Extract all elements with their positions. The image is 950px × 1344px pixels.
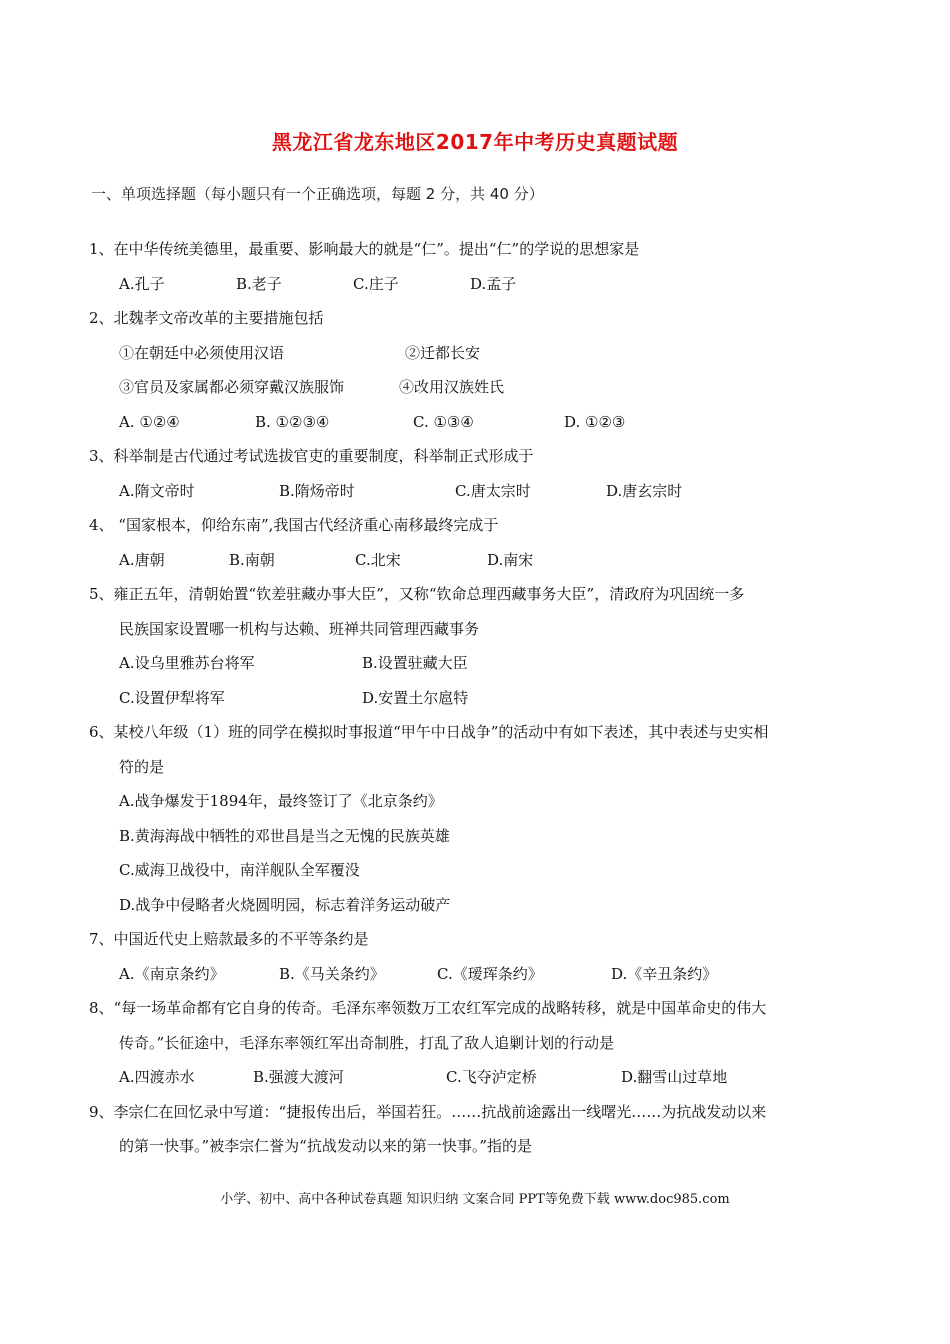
option-d: D.安置土尔扈特	[362, 688, 469, 707]
option-c: C.威海卫战役中，南洋舰队全军覆没	[119, 861, 360, 879]
option-c: C.设置伊犁将军	[119, 688, 225, 707]
question-2-stem: 2、北魏孝文帝改革的主要措施包括	[89, 309, 324, 327]
option-a: A.战争爆发于1894年，最终签订了《北京条约》	[119, 792, 443, 810]
option-d: D.南宋	[487, 550, 534, 569]
option-a: A.孔子	[119, 274, 165, 293]
option-a: A.唐朝	[119, 550, 165, 569]
option-d: D.唐玄宗时	[606, 481, 683, 500]
question-4-stem: 4、 “国家根本，仰给东南”,我国古代经济重心南移最终完成于	[89, 516, 499, 534]
question-7-options	[89, 957, 869, 992]
option-b: B.强渡大渡河	[253, 1068, 344, 1086]
option-b: B.隋炀帝时	[279, 481, 355, 500]
option-a: A.隋文帝时	[119, 481, 195, 500]
question-8-stem-cont: 传奇。”长征途中，毛泽东率领红军出奇制胜，打乱了敌人追剿计划的行动是	[119, 1033, 615, 1052]
option-d: D.《辛丑条约》	[611, 964, 718, 983]
question-2-items-1	[89, 336, 869, 371]
option-b: B.《马关条约》	[279, 964, 385, 983]
question-6-option-c	[89, 853, 869, 888]
option-c: C.北宋	[355, 550, 401, 569]
question-7-stem: 7、中国近代史上赔款最多的不平等条约是	[89, 930, 369, 948]
option-b: B. ①②③④	[255, 412, 330, 431]
page-title: 黑龙江省龙东地区2017年中考历史真题试题	[271, 130, 679, 154]
question-5-options-1	[89, 646, 869, 681]
item-3: ③官员及家属都必须穿戴汉族服饰	[119, 378, 345, 396]
question-6-option-a	[89, 784, 869, 819]
option-c: C.飞夺泸定桥	[446, 1068, 537, 1086]
option-c: C.庄子	[353, 274, 399, 293]
question-5-stem: 5、雍正五年，清朝始置“钦差驻藏办事大臣”，又称“钦命总理西藏事务大臣”，清政府为巩固统一多	[89, 585, 745, 603]
option-d: D.翻雪山过草地	[621, 1068, 728, 1086]
question-3-options	[89, 474, 869, 509]
option-d: D.孟子	[470, 274, 517, 293]
question-4-options	[89, 543, 869, 578]
option-a: A.设乌里雅苏台将军	[119, 654, 255, 672]
question-5-options-2	[89, 681, 869, 716]
question-2-options	[89, 405, 869, 440]
question-5-stem-cont: 民族国家设置哪一机构与达赖、班禅共同管理西藏事务	[119, 619, 480, 638]
option-c: C. ①③④	[413, 412, 474, 431]
question-2-items-2	[89, 370, 869, 405]
section-heading: 一、单项选择题（每小题只有一个正确选项，每题 2 分，共 40 分）	[91, 185, 544, 203]
option-b: B.设置驻藏大臣	[362, 654, 468, 672]
option-a: A. ①②④	[119, 412, 180, 431]
option-d: D. ①②③	[564, 412, 626, 431]
option-c: C.唐太宗时	[455, 481, 531, 500]
item-1: ①在朝廷中必须使用汉语	[119, 343, 285, 362]
option-c: C.《瑷珲条约》	[437, 964, 543, 983]
item-2: ②迁都长安	[405, 343, 481, 362]
question-9-stem-cont: 的第一快事。”被李宗仁誉为“抗战发动以来的第一快事。”指的是	[119, 1137, 533, 1155]
item-4: ④改用汉族姓氏	[399, 378, 505, 396]
option-a: A.《南京条约》	[119, 964, 225, 983]
option-d: D.战争中侵略者火烧圆明园，标志着洋务运动破产	[119, 895, 451, 914]
question-6-stem-cont: 符的是	[119, 757, 165, 776]
question-3-stem: 3、科举制是古代通过考试选拔官吏的重要制度，科举制正式形成于	[89, 447, 534, 465]
question-6-stem: 6、某校八年级（1）班的同学在模拟时事报道“甲午中日战争”的活动中有如下表述，其中表述与史实相	[89, 723, 769, 741]
question-list	[89, 232, 869, 1164]
question-8-stem: 8、“每一场革命都有它自身的传奇。毛泽东率领数万工农红军完成的战略转移，就是中国革命史的伟大	[89, 999, 767, 1017]
question-1-stem: 1、在中华传统美德里，最重要、影响最大的就是“仁”。提出“仁”的学说的思想家是	[89, 240, 640, 258]
option-b: B.老子	[236, 274, 282, 293]
question-9-stem: 9、李宗仁在回忆录中写道：“捷报传出后，举国若狂。……抗战前途露出一线曙光……为抗战发动以来	[89, 1102, 767, 1121]
question-6-option-b	[89, 819, 869, 854]
question-8-options	[89, 1060, 869, 1095]
option-a: A.四渡赤水	[119, 1068, 195, 1086]
option-b: B.黄海海战中牺牲的邓世昌是当之无愧的民族英雄	[119, 826, 450, 845]
question-1-options	[89, 267, 869, 302]
question-6-option-d	[89, 888, 869, 923]
option-b: B.南朝	[229, 550, 275, 569]
footer-note: 小学、初中、高中各种试卷真题 知识归纳 文案合同 PPT等免费下载 www.doc985.com	[220, 1192, 730, 1207]
